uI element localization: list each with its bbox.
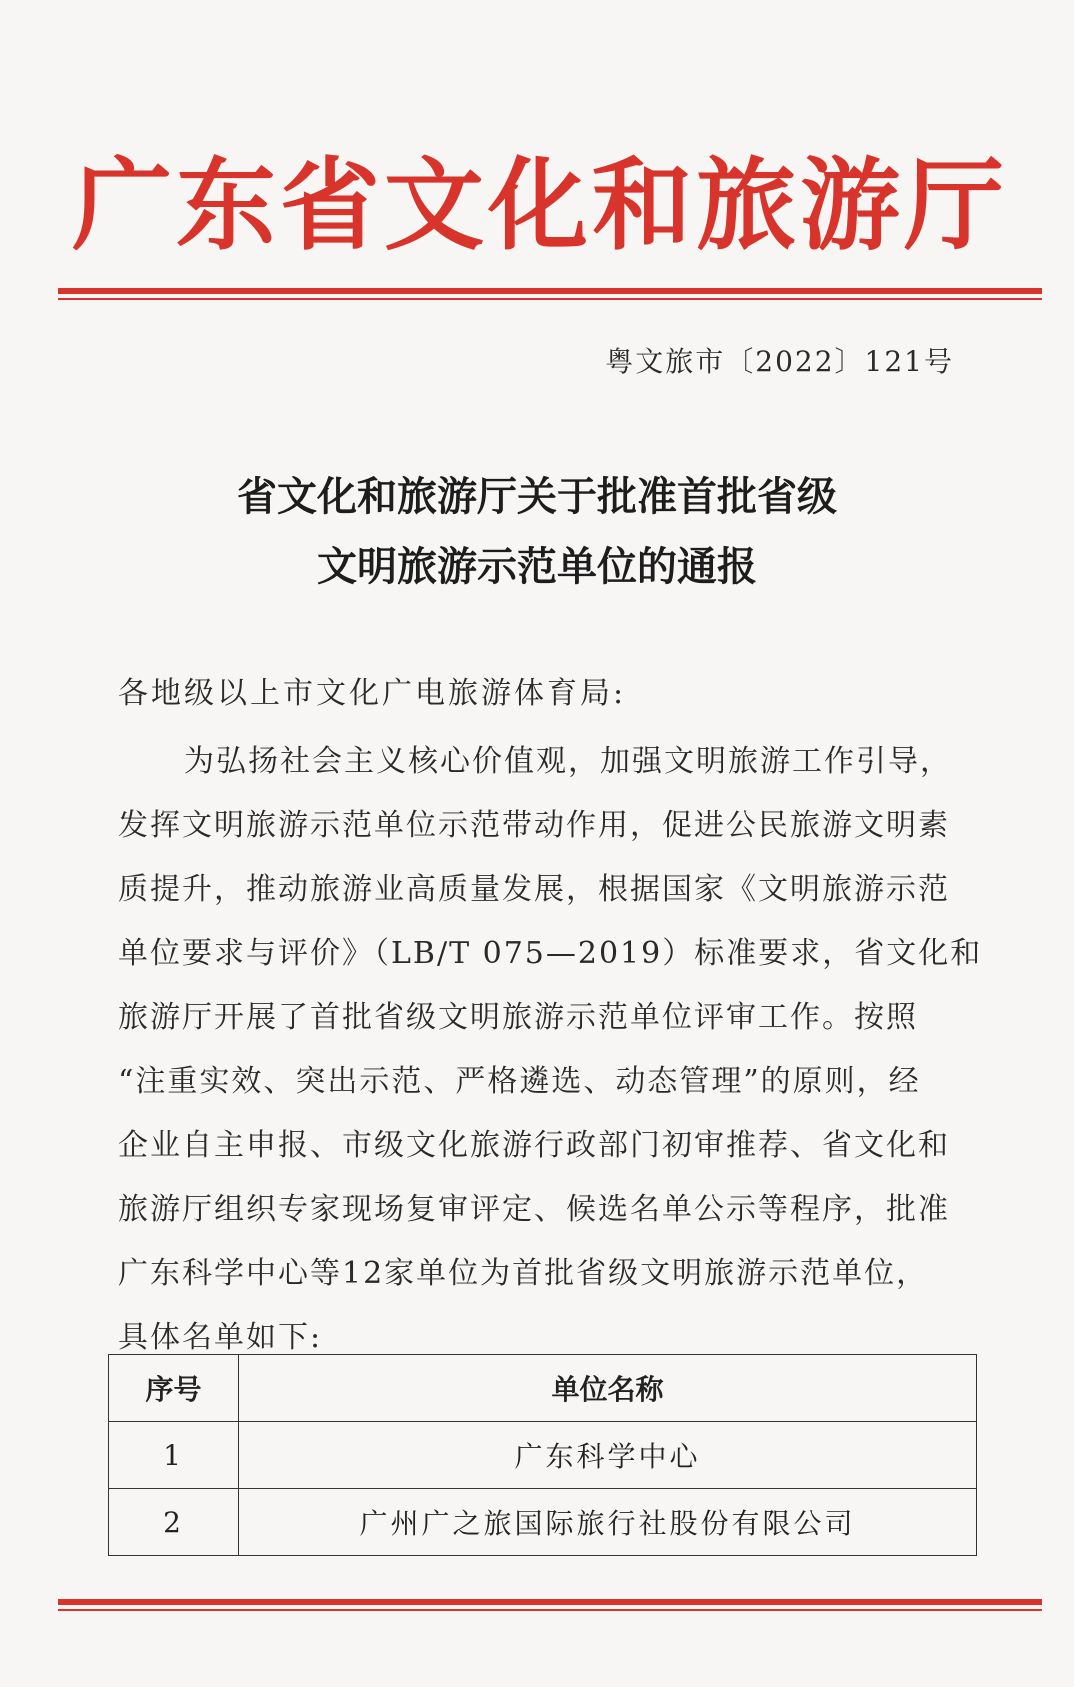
table-row <box>109 1489 977 1556</box>
red-rule-thick-top <box>58 288 1042 294</box>
red-rule-thick-bottom <box>58 1599 1042 1605</box>
red-rule-thin-top <box>58 298 1042 300</box>
paragraph-line: 为弘扬社会主义核心价值观，加强文明旅游工作引导， <box>184 744 952 779</box>
paragraph-line: 发挥文明旅游示范单位示范带动作用，促进公民旅游文明素 <box>118 808 950 843</box>
paragraph-line: 旅游厅组织专家现场复审评定、候选名单公示等程序，批准 <box>118 1192 950 1227</box>
paragraph-line: “注重实效、突出示范、严格遴选、动态管理”的原则，经 <box>118 1064 921 1099</box>
document-number: 粤文旅市〔2022〕121号 <box>605 345 954 378</box>
addressee: 各地级以上市文化广电旅游体育局: <box>118 676 627 711</box>
paragraph-line: 质提升，推动旅游业高质量发展，根据国家《文明旅游示范 <box>118 872 950 907</box>
paragraph-line: 具体名单如下: <box>118 1320 323 1355</box>
paragraph-line: 企业自主申报、市级文化旅游行政部门初审推荐、省文化和 <box>118 1128 950 1163</box>
cell-unit-name: 广东科学中心 <box>239 1422 977 1489</box>
notice-title-line2: 文明旅游示范单位的通报 <box>317 544 757 590</box>
red-rule-thin-bottom <box>58 1609 1042 1611</box>
paragraph-line: 广东科学中心等12家单位为首批省级文明旅游示范单位， <box>118 1256 929 1291</box>
cell-serial: 2 <box>109 1489 239 1556</box>
header-serial: 序号 <box>109 1355 239 1422</box>
cell-serial: 1 <box>109 1422 239 1489</box>
agency-header: 广东省文化和旅游厅 <box>72 146 1008 264</box>
cell-unit-name: 广州广之旅国际旅行社股份有限公司 <box>239 1489 977 1556</box>
header-unit-name: 单位名称 <box>239 1355 977 1422</box>
paragraph-line: 旅游厅开展了首批省级文明旅游示范单位评审工作。按照 <box>118 1000 918 1035</box>
table-header-row <box>109 1355 977 1422</box>
notice-title-line1: 省文化和旅游厅关于批准首批省级 <box>237 474 837 520</box>
paragraph-line: 单位要求与评价》（LB/T 075—2019）标准要求，省文化和 <box>118 936 983 971</box>
table-row <box>109 1422 977 1489</box>
body-paragraph <box>118 730 983 1370</box>
unit-list-table <box>108 1354 977 1556</box>
